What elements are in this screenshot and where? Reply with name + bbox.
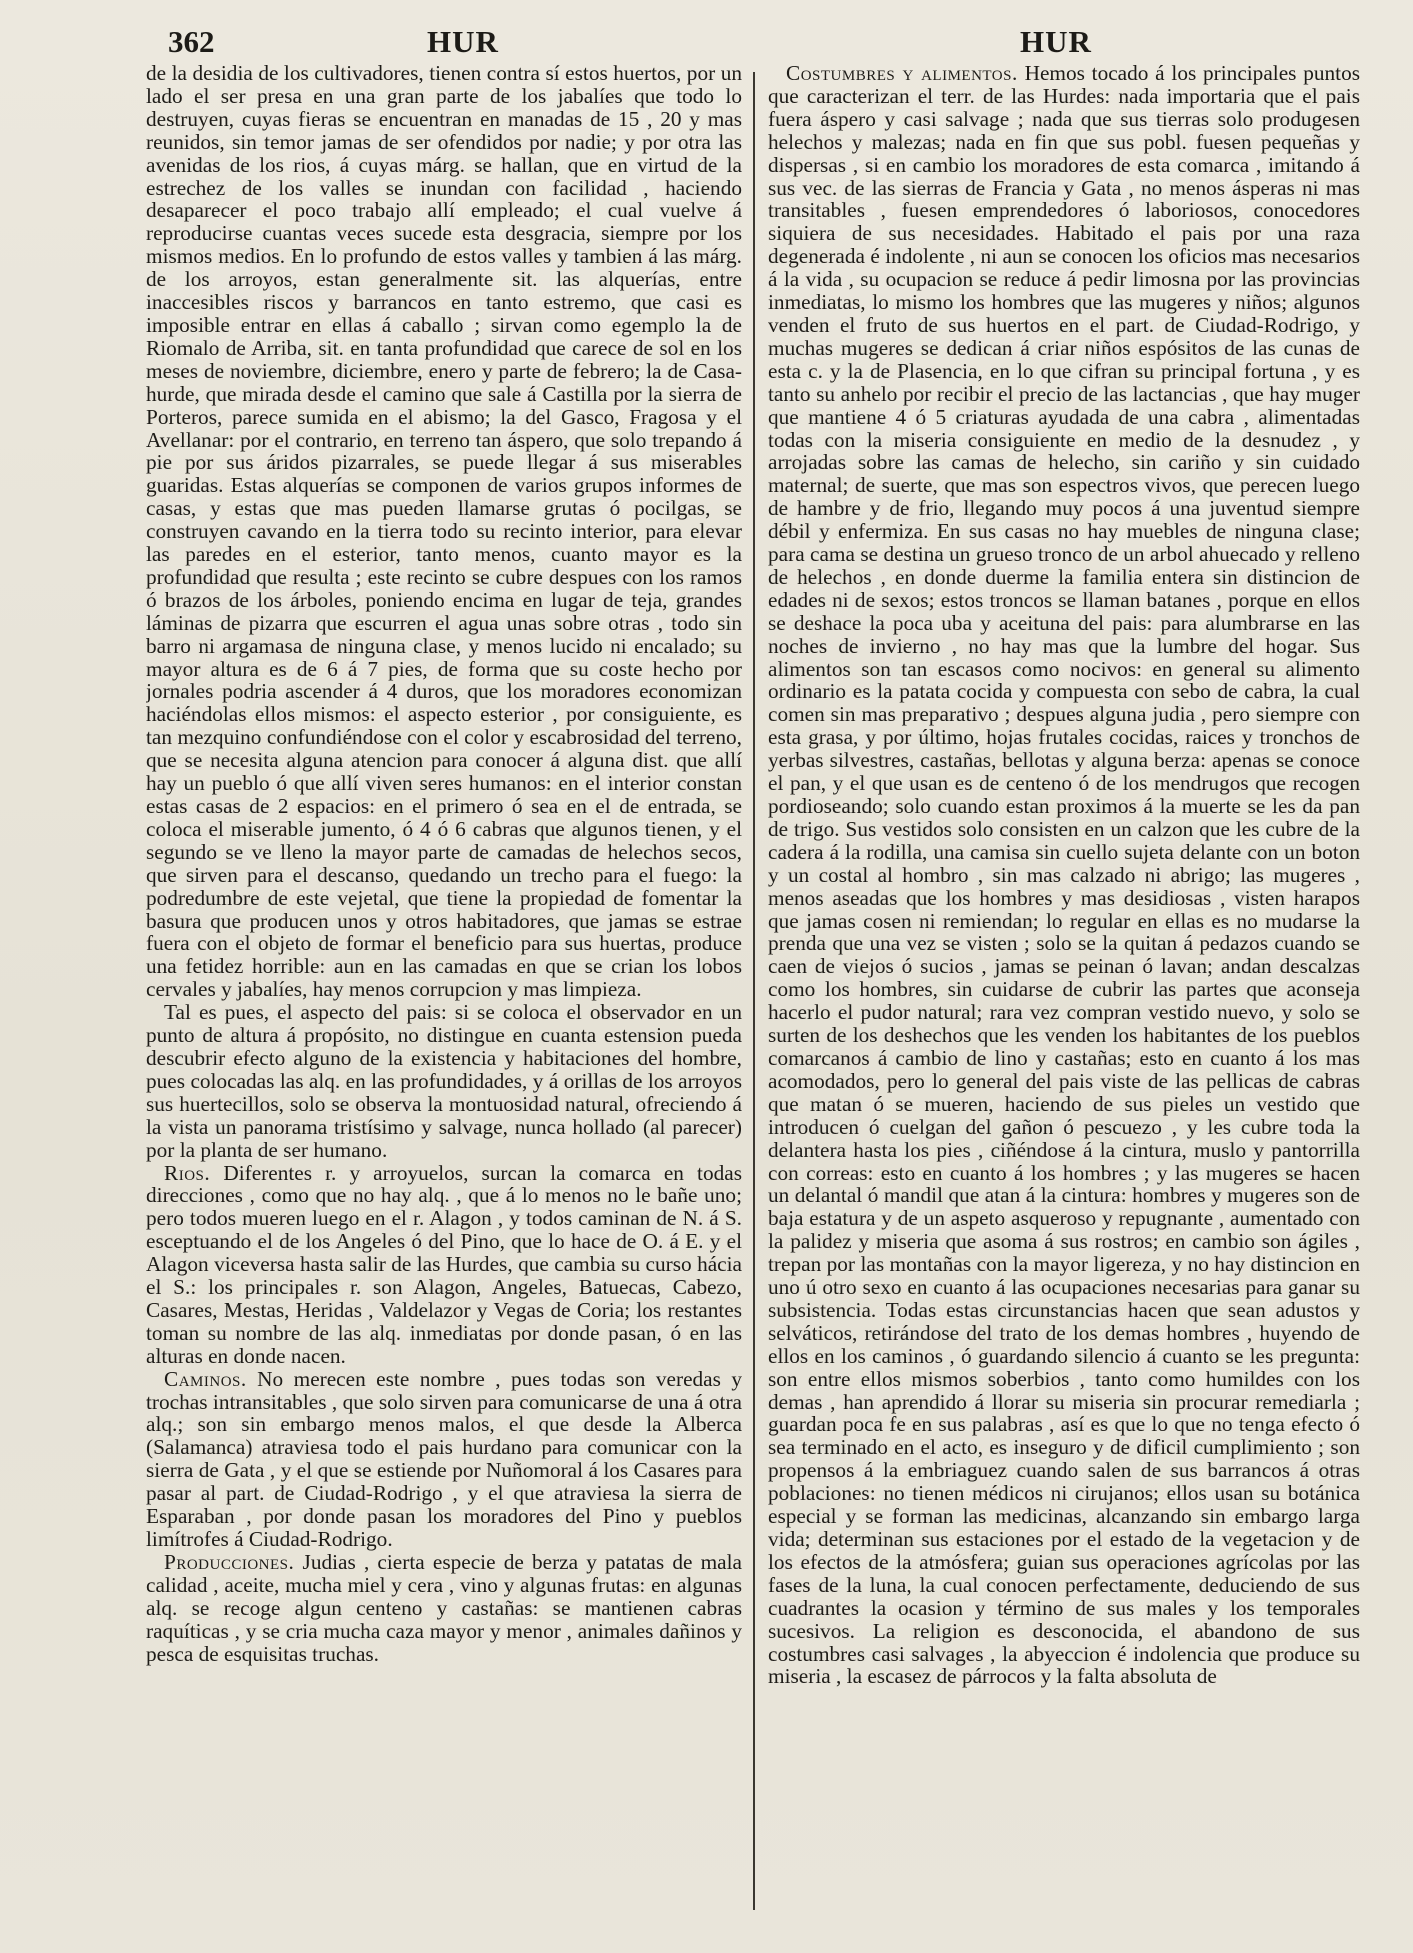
section-text-rios: Diferentes r. y arroyuelos, surcan la comarca en todas direcciones , como que no hay alq. , que á lo menos no le bañe uno; pero todos mueren luego en el r. Alagon , y todos caminan de N. á S. esceptuando el de los Angeles ó del Pino, que lo hace de O. á E. y el Alagon viceversa hasta salir de las Hurdes, que cambia su curso hácia el S.: los principales r. son Alagon, Angeles, Batuecas, Cabezo, Casares, Mestas, Heridas , Valdelazor y Vegas de Coria; los restantes toman su nombre de las alq. inmediatas por donde pasan, ó en las alturas en donde nacen. — [146, 1160, 742, 1368]
section-rios — [146, 1162, 742, 1368]
column-rule — [753, 72, 755, 1910]
right-column — [768, 62, 1360, 1940]
section-heading-producciones: Producciones. — [164, 1549, 295, 1574]
left-column — [146, 62, 742, 1940]
section-heading-rios: Rios. — [164, 1160, 211, 1185]
page-number: 362 — [168, 24, 215, 59]
section-text-costumbres: Hemos tocado á los principales puntos que caracterizan el terr. de las Hurdes: nada importaria que el pais fuera áspero y casi salvage ; nada que sus tierras solo produgesen helechos y malezas; nada en fin que sus pobl. fuesen pequeñas y dispersas , si en cambio los moradores de esta comarca , imitando á sus vec. de las sierras de Francia y Gata , no menos ásperas ni mas transitables , fuesen emprendedores ó laboriosos, conocedores siquiera de sus necesidades. Habitado el pais por una raza degenerada é indolente , ni aun se conocen los oficios mas necesarios á la vida , su ocupacion se reduce á pedir limosna por las provincias inmediatas, lo mismo los hombres que las mugeres y niños; algunos venden el fruto de sus huertos en el part. de Ciudad-Rodrigo, y muchas mugeres se dedican á criar niños espósitos de las cunas de esta c. y la de Plasencia, en lo que cifran su principal fortuna , y es tanto su anhelo por recibir el precio de las lactancias , que hay muger que mantiene 4 ó 5 criaturas ayudada de una cabra , alimentadas todas con la miseria consiguiente en medio de la desnudez , y arrojadas sobre las camas de helecho, sin cariño y sin cuidado maternal; de suerte, que mas son espectros vivos, que perecen luego de hambre y de frio, llegando muy pocos á una juventud siempre débil y enfermiza. En sus casas no hay muebles de ninguna clase; para cama se destina un grueso tronco de un arbol ahuecado y relleno de helechos , en donde duerme la familia entera sin distincion de edades ni de sexos; estos troncos se llaman batanes , porque en ellos se deshace la poca uba y aceituna del pais: para alumbrarse en las noches de invierno , no hay mas que la lumbre del hogar. Sus alimentos son tan escasos como nocivos: en general su alimento ordinario es la patata cocida y compuesta con sebo de cabra, la cual comen sin mas preparativo ; despues alguna judia , pero siempre con esta grasa, y por último, hojas frutales cocidas, raices y tronchos de yerbas silvestres, castañas, bellotas y alguna berza: apenas se conoce el pan, y el que usan es de centeno ó de los mendrugos que recogen pordioseando; solo cuando estan proximos á la muerte se les da pan de trigo. Sus vestidos solo consisten en un calzon que les cubre de la cadera á la rodilla, una camisa sin cuello sujeta delante con un boton y un costal al hombro , sin mas calzado ni abrigo; las mugeres , menos aseadas que los hombres y mas desidiosas , visten harapos que jamas cosen ni remiendan; lo regular en ellas es no mudarse la prenda que una vez se visten ; solo se la quitan á pedazos cuando se caen de viejos ó sucios , jamas se peinan ó lavan; andan descalzas como los hombres, sin cuidarse de cubrir las partes que aconseja hacerlo el pudor natural; rara vez compran vestido nuevo, y solo se surten de los deshechos que les venden los habitantes de los pueblos comarcanos á cambio de lino y castañas; esto en cuanto á los mas acomodados, pero lo general del pais viste de las pellicas de cabras que matan ó se mueren, haciendo de sus pieles un vestido que introducen ó cuelgan del gañon ó pescuezo , y les cubre toda la delantera hasta los pies , ciñéndose á la cintura, muslo y pantorrilla con correas: esto en cuanto á los hombres ; y las mugeres se hacen un delantal ó mandil que atan á la cintura: hombres y mugeres son de baja estatura y de un aspeto asqueroso y repugnante , aumentado con la palidez y miseria que asoma á sus rostros; en cambio son ágiles , trepan por las montañas con la mayor ligereza, y no hay distincion en uno ú otro sexo en cuanto á las ocupaciones necesarias para ganar su subsistencia. Todas estas circunstancias hacen que sean adustos y selváticos, retirándose del trato de los demas hombres , huyendo de ellos en los caminos , ó guardando silencio á cuanto se les pregunta: son entre ellos mismos soberbios , tanto como humildes con los demas , han aprendido á llorar su miseria sin procurar remediarla ; guardan poca fe en sus palabras , así es que lo que no tenga efecto ó sea terminado en el acto, es inseguro y de dificil cumplimiento ; son propensos á la embriaguez cuando salen de sus barrancos á otras poblaciones: no tienen médicos ni cirujanos; ellos usan su botánica especial y se forman las medicinas, alcanzando sin embargo larga vida; determinan sus estaciones por el estado de la vegetacion y de los efectos de la atmósfera; guian sus operaciones agrícolas por las fases de la luna, la cual conocen perfectamente, deduciendo de sus cuadrantes la ocasion y término de sus males y los temporales sucesivos. La religion es desconocida, el abandono de sus costumbres casi salvages , la abyeccion é indolencia que produce su miseria , la escasez de párrocos y la falta absoluta de — [768, 62, 1360, 1689]
section-heading-caminos: Caminos. — [164, 1366, 247, 1391]
running-head-right: HUR — [1020, 24, 1092, 59]
section-text-producciones: Judias , cierta especie de berza y patatas de mala calidad , aceite, mucha miel y cera , vino y algunas frutas: en algunas alq. se recoge algun centeno y castañas: se mantienen cabras raquíticas , y se cria mucha caza mayor y menor , animales dañinos y pesca de esquisitas truchas. — [146, 1549, 742, 1666]
paragraph-aspect: Tal es pues, el aspecto del pais: si se coloca el observador en un punto de altura á propósito, no distingue en cuanta estension pueda descubrir efecto alguno de la existencia y habitaciones del hombre, pues colocadas las alq. en las profundidades, y á orillas de los arroyos sus huertecillos, solo se observa la montuosidad natural, ofreciendo á la vista un panorama tristísimo y salvage, nunca hollado (al parecer) por la planta de ser humano. — [146, 1000, 742, 1162]
running-head-left: HUR — [427, 24, 499, 59]
section-producciones — [146, 1551, 742, 1666]
section-costumbres — [768, 62, 1360, 1688]
section-caminos — [146, 1368, 742, 1551]
section-heading-costumbres: Costumbres y alimentos. — [786, 62, 1018, 85]
paragraph-continuation: de la desidia de los cultivadores, tienen contra sí estos huertos, por un lado el ser presa en una gran parte de los jabalíes que todo lo destruyen, cuyas fieras se encuentran en manadas de 15 , 20 y mas reunidos, sin temor jamas de ser ofendidos por nadie; y por otra las avenidas de los rios, á cuyas márg. se hallan, que en virtud de la estrechez de los valles se inundan con facilidad , haciendo desaparecer el poco trabajo allí empleado; el cual vuelve á reproducirse cuantas veces sucede esta desgracia, siempre por los mismos medios. En lo profundo de estos valles y tambien á las márg. de los arroyos, estan generalmente sit. las alquerías, entre inaccesibles riscos y barrancos en tanto estremo, que casi es imposible entrar en ellas á caballo ; sirvan como egemplo la de Riomalo de Arriba, sit. en tanta profundidad que carece de sol en los meses de noviembre, diciembre, enero y parte de febrero; la de Casa-hurde, que mirada desde el camino que sale á Castilla por la sierra de Porteros, parece sumida en el abismo; la del Gasco, Fragosa y el Avellanar: por el contrario, en terreno tan áspero, que solo trepando á pie por sus áridos pizarrales, se puede llegar á sus miserables guaridas. Estas alquerías se componen de varios grupos informes de casas, y estas que mas pueden llamarse grutas ó pocilgas, se construyen cavando en la tierra todo su recinto interior, para elevar las paredes en el esterior, tanto menos, cuanto mayor es la profundidad que resulta ; este recinto se cubre despues con los ramos ó brazos de los árboles, poniendo encima en lugar de teja, grandes láminas de pizarra que escurren el agua unas sobre otras , todo sin barro ni argamasa de ninguna clase, y menos lucido ni encalado; su mayor altura es de 6 á 7 pies, de forma que su coste hecho por jornales podria ascender á 4 duros, que los moradores economizan haciéndolas ellos mismos: el aspecto esterior , por consiguiente, es tan mezquino confundiéndose con el color y escabrosidad del terreno, que se necesita alguna atencion para conocer á alguna dist. que allí hay un pueblo ó que allí viven seres humanos: en el interior constan estas casas de 2 espacios: en el primero ó sea en el de entrada, se coloca el miserable jumento, ó 4 ó 6 cabras que algunos tienen, y el segundo se ve lleno la mayor parte de camadas de helechos secos, que sirven para el descanso, quedando un trecho para el fuego: la podredumbre de este vejetal, que tiene la propiedad de fomentar la basura que producen unos y otros habitadores, que jamas se estrae fuera con el objeto de formar el beneficio para sus huertas, produce una fetidez horrible: aun en las camadas en que se crian los lobos cervales y jabalíes, hay menos corrupcion y mas limpieza. — [146, 62, 742, 1002]
section-text-caminos: No merecen este nombre , pues todas son veredas y trochas intransitables , que solo sirven para comunicarse de una á otra alq.; son sin embargo menos malos, el que desde la Alberca (Salamanca) atraviesa todo el pais hurdano para comunicar con la sierra de Gata , y el que se estiende por Nuñomoral á los Casares para pasar al part. de Ciudad-Rodrigo , y el que atraviesa la sierra de Esparaban , por donde pasan los moradores del Pino y pueblos limítrofes á Ciudad-Rodrigo. — [146, 1366, 742, 1551]
